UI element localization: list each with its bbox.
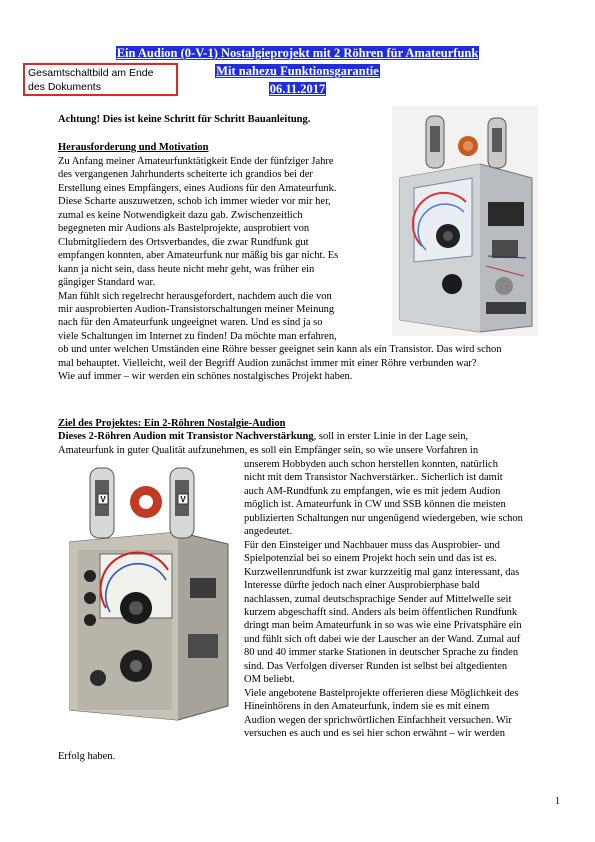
goal-text-line: versuchen es auch und es sei hier schon erwähnt – wir werden [244, 728, 505, 739]
motivation-text-line: zumal es keine Notwendigkeit dazu gab. Zwischenzeitlich [58, 209, 303, 221]
motivation-text-line: Wie auf immer – wir werden ein schönes nostalgisches Projekt haben. [58, 371, 353, 383]
tube-label-left: V [100, 495, 106, 504]
goal-text-line: 80 und 40 immer starke Stationen in deutscher Sprache zu finden [244, 647, 519, 659]
motivation-text-line: mir ausprobierten Audion-Transistorschaltungen meiner Meinung [58, 303, 335, 315]
goal-text-line: publizierten Schaltungen nur ungenügend wiedergeben, wie schon [244, 512, 523, 524]
motivation-text-line: ob und unter welchen Umständen eine Röhre besser geeignet sein kann als ein Transistor. Das wird schon [58, 344, 502, 356]
motivation-text-line: Diese Scharte auszuwetzen, schob ich immer wieder vor mir her, [58, 196, 331, 208]
motivation-text-line: viele Schaltungen im Internet zu finden! Da möchte man erfahren, [58, 330, 337, 342]
goal-text-line: sind. Das Verfolgen diverser Runden ist selbst bei altgedienten [244, 660, 508, 672]
motivation-text-line: Erstellung eines Empfängers, eines Audions für den Amateurfunk. [58, 182, 337, 194]
note-box-line-2: des Dokuments [28, 81, 101, 93]
motivation-text-line: Zu Anfang meiner Amateurfunktätigkeit Ende der fünfziger Jahre [58, 156, 334, 167]
goal-text-line: und fühlt sich oft dabei wie der Lauscher an der Wand. Zumal auf [244, 633, 521, 645]
motivation-text-line: empfangen konnten, aber Amateurfunk nur mäßig bis gar nicht. Es [58, 250, 339, 262]
document-date: 06.11.2017 [269, 82, 326, 96]
section-goal-last-line: Erfolg haben. [58, 751, 116, 762]
receiver-photo-side-view [392, 106, 538, 336]
goal-text-line: Spielpotenzial bei so einem Projekt hoch sein und das ist es. [244, 553, 497, 565]
goal-text-line: OM beliebt. [244, 674, 295, 686]
motivation-text-line: begegneten mir Audions als Bastelprojekte, ausprobiert von [58, 223, 310, 235]
section-heading-project-goal: Ziel des Projektes: Ein 2-Röhren Nostalgie-Audion [58, 418, 286, 429]
goal-text-line: unserem Hobbyden auch schon herstellen konnten, natürlich [244, 459, 498, 470]
document-title-line-2: Mit nahezu Funktionsgarantie [216, 64, 379, 78]
motivation-text-line: gängiger Standard war. [58, 277, 156, 289]
document-title-line-1: Ein Audion (0-V-1) Nostalgieprojekt mit 2 Röhren für Amateurfunk [116, 46, 479, 60]
tube-label-right: V [180, 495, 186, 504]
intro-bold-text: Dieses 2-Röhren Audion mit Transistor Nachverstärkung [58, 431, 314, 442]
goal-text-line: nachlassen, zumal deutschsprachige Sender auf Mittelwelle seit [244, 593, 512, 605]
motivation-text-line: nach für den Amateurfunk ungeeignet waren. Und es sind ja so [58, 317, 323, 329]
goal-text-line: dringt man beim Amateurfunk in so was wie eine Privatsphäre ein [244, 620, 522, 632]
motivation-text-line: Clubmitgliedern des Ortsverbandes, die zwar Rundfunk gut [58, 236, 309, 248]
schematic-note-box [23, 63, 178, 96]
motivation-text-line: des vergangenen Jahrhunderts scheiterte ich grandios bei der [58, 169, 313, 181]
goal-text-line: Hineinhörens in den Amateurfunk, indem sie es mit einem [244, 701, 490, 713]
motivation-text-line: mal behauptet. Vielleicht, weil der Begriff Audion zunächst immer mit einer Röhre verbunden war? [58, 357, 477, 369]
goal-text-line: Kurzwellenrundfunk ist zwar kurzzeitig mal ganz interessant, das [244, 566, 520, 578]
goal-text-line: Audion wegen der sprichwörtlichen Einfachheit versuchen. Wir [244, 714, 512, 726]
goal-text-line: kurzem abgeschafft sind. Anders als beim öffentlichen Rundfunk [244, 606, 518, 618]
warning-text: Achtung! Dies ist keine Schritt für Schritt Bauanleitung. [58, 114, 311, 125]
goal-text-line: auch AM-Rundfunk zu empfangen, wie es mit jedem Audion [244, 485, 501, 497]
page-number: 1 [555, 796, 560, 807]
motivation-text-line: Man fühlt sich regelrecht herausgefordert, nachdem auch die von [58, 290, 332, 302]
section-heading-motivation: Herausforderung und Motivation [58, 142, 209, 153]
section-goal-line-2: Amateurfunk in guter Qualität aufzunehmen, es soll ein Empfänger sein, so wie unsere Vorfahren in [58, 445, 479, 456]
goal-text-line: Viele angebotene Bastelprojekte offerieren diese Möglichkeit des [244, 687, 519, 699]
goal-text-line: Für den Einsteiger und Nachbauer muss das Ausprobier- und [244, 539, 500, 551]
note-box-line-1: Gesamtschaltbild am Ende [28, 67, 154, 79]
goal-text-line: nicht mit dem Transistor Nachverstärker.. Sicherlich ist damit [244, 472, 503, 484]
motivation-text-line: kann ja nicht sein, dass heute nicht mehr geht, was früher ein [58, 263, 315, 275]
intro-rest-text: , soll in erster Linie in der Lage sein, [313, 431, 469, 442]
goal-text-line: Interesse dürfte jedoch nach einer Ausprobierphase bald [244, 580, 480, 592]
receiver-photo-front-view [60, 458, 236, 730]
goal-text-line: möglich ist. Amateurfunk in CW und SSB können die meisten [244, 499, 506, 511]
section-goal-intro [58, 430, 468, 443]
goal-text-line: angedeutet. [244, 526, 293, 538]
